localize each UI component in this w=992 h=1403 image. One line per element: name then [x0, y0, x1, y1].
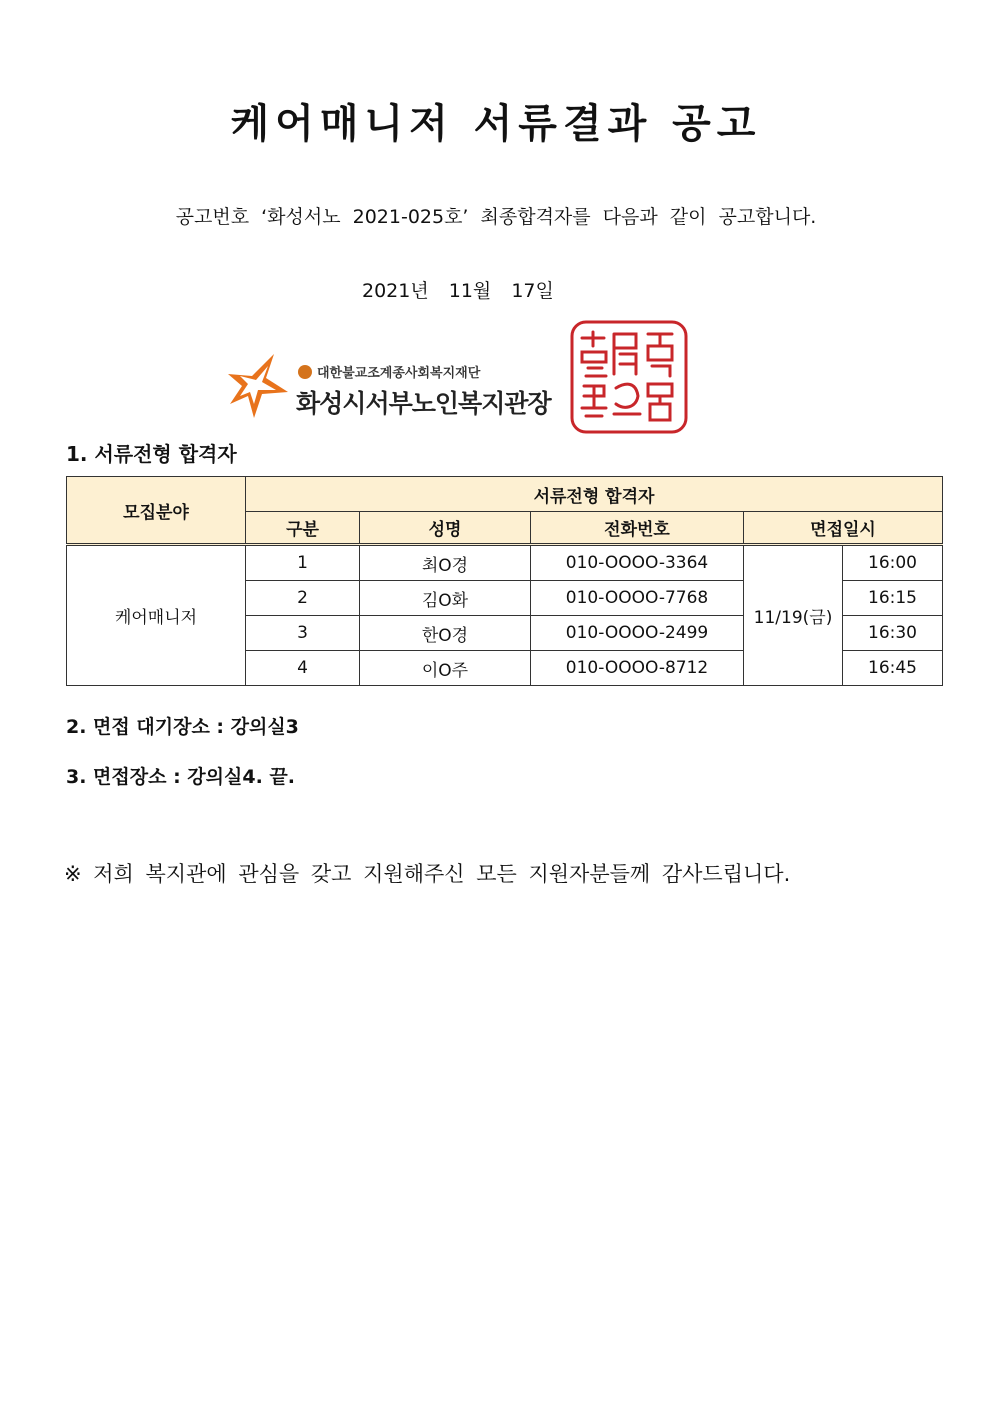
thank-you-note: ※ 저희 복지관에 관심을 갖고 지원해주신 모든 지원자분들께 감사드립니다.	[64, 862, 791, 886]
cell-interview-date: 11/19(금)	[744, 545, 843, 686]
applicant-result-table	[66, 476, 943, 686]
cell-name: 최O경	[360, 545, 531, 581]
cell-no: 3	[246, 616, 360, 651]
column-header-name: 성명	[360, 512, 531, 545]
section-interview-room: 3. 면접장소 : 강의실4. 끝.	[66, 766, 295, 788]
cell-name: 한O경	[360, 616, 531, 651]
column-header-no: 구분	[246, 512, 360, 545]
cell-name: 김O화	[360, 581, 531, 616]
cell-phone: 010-OOOO-7768	[531, 581, 744, 616]
organization-logo	[226, 352, 556, 422]
notice-text: 공고번호 ‘화성서노 2021-025호’ 최종합격자를 다음과 같이 공고합니다.	[175, 206, 817, 228]
cell-no: 2	[246, 581, 360, 616]
table-row	[67, 545, 943, 581]
cell-phone: 010-OOOO-8712	[531, 651, 744, 686]
cell-field: 케어매니저	[67, 545, 246, 686]
cell-no: 4	[246, 651, 360, 686]
official-seal-stamp	[568, 318, 690, 436]
logo-subtitle: 대한불교조계종사회복지재단	[317, 366, 481, 381]
group-header-passers: 서류전형 합격자	[246, 477, 943, 512]
cell-time: 16:00	[843, 545, 943, 581]
page-title: 케어매니저 서류결과 공고	[230, 101, 762, 147]
column-header-field: 모집분야	[67, 477, 246, 545]
cell-phone: 010-OOOO-2499	[531, 616, 744, 651]
cell-no: 1	[246, 545, 360, 581]
cell-time: 16:45	[843, 651, 943, 686]
foundation-emblem-icon	[298, 365, 312, 379]
notice-date: 2021년 11월 17일	[362, 280, 554, 302]
cell-phone: 010-OOOO-3364	[531, 545, 744, 581]
cell-time: 16:15	[843, 581, 943, 616]
column-header-phone: 전화번호	[531, 512, 744, 545]
star-logo-icon	[226, 352, 292, 422]
section-heading-document-screening: 1. 서류전형 합격자	[66, 442, 237, 466]
logo-foundation-name	[298, 362, 480, 381]
cell-name: 이O주	[360, 651, 531, 686]
column-header-interview: 면접일시	[744, 512, 943, 545]
section-waiting-room: 2. 면접 대기장소 : 강의실3	[66, 716, 299, 738]
logo-org-name: 화성시서부노인복지관장	[296, 389, 551, 418]
cell-time: 16:30	[843, 616, 943, 651]
